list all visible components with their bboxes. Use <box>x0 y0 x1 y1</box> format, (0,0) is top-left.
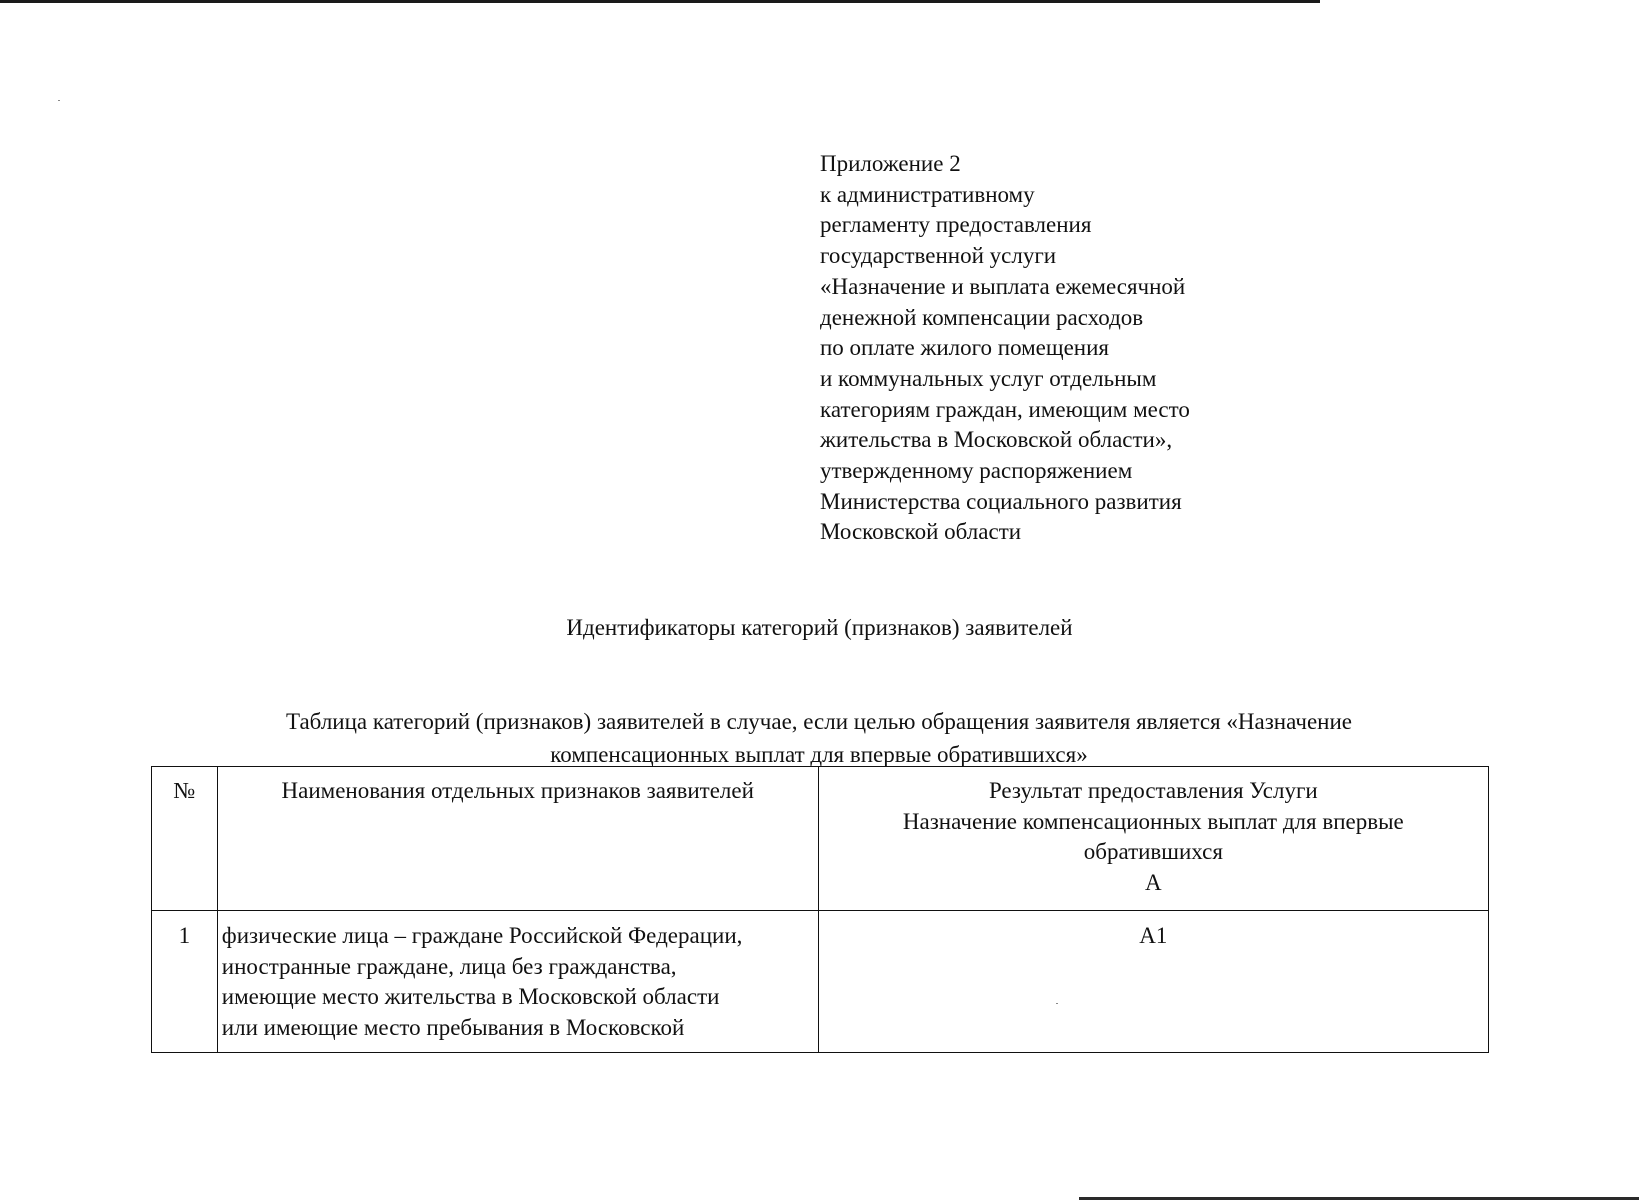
table-caption-line: Таблица категорий (признаков) заявителей в случае, если целью обращения заявителя является «Назначение <box>286 709 1352 734</box>
annex-line: к административному <box>820 181 1035 207</box>
row-name-line: или имеющие место пребывания в Московской <box>221 1014 685 1040</box>
row-name-line: иностранные граждане, лица без гражданства, <box>221 953 677 979</box>
annex-line: государственной услуги <box>820 243 1057 269</box>
annex-line: по оплате жилого помещения <box>820 335 1110 361</box>
document-title: Идентификаторы категорий (признаков) заявителей <box>566 615 1073 640</box>
header-result-line: обратившихся <box>1083 839 1223 864</box>
row-name-line: имеющие место жительства в Московской области <box>221 984 720 1009</box>
annex-line: Приложение 2 <box>820 151 961 176</box>
table-row <box>152 911 1489 1053</box>
header-result <box>818 767 1488 911</box>
scan-edge-top <box>0 0 1320 3</box>
annex-line: категориям граждан, имеющим место <box>820 396 1190 422</box>
header-name: Наименования отдельных признаков заявителей <box>217 767 818 911</box>
header-result-line: А <box>1145 869 1162 895</box>
table-caption <box>150 705 1488 771</box>
table-header-row <box>152 767 1489 911</box>
row-name <box>217 911 818 1053</box>
annex-line: жительства в Московской области», <box>820 427 1173 453</box>
annex-line: «Назначение и выплата ежемесячной <box>820 273 1186 299</box>
header-number: № <box>152 767 218 911</box>
row-name-line: физические лица – граждане Российской Федерации, <box>221 923 743 948</box>
table-caption-line: компенсационных выплат для впервые обратившихся» <box>550 742 1088 767</box>
annex-line: Министерства социального развития <box>820 488 1182 514</box>
row-number: 1 <box>152 911 218 1053</box>
row-result: А1 <box>818 911 1488 1053</box>
annex-line: денежной компенсации расходов <box>820 304 1144 330</box>
applicant-categories-table <box>151 766 1489 1053</box>
scan-speck <box>58 100 60 101</box>
annex-line: утвержденному распоряжением <box>820 458 1133 484</box>
header-result-line: Назначение компенсационных выплат для впервые <box>902 808 1404 834</box>
header-result-line: Результат предоставления Услуги <box>988 778 1318 803</box>
annex-line: Московской области <box>820 519 1022 545</box>
annex-header <box>820 149 1190 548</box>
annex-line: регламенту предоставления <box>820 212 1092 238</box>
annex-line: и коммунальных услуг отдельным <box>820 365 1157 391</box>
